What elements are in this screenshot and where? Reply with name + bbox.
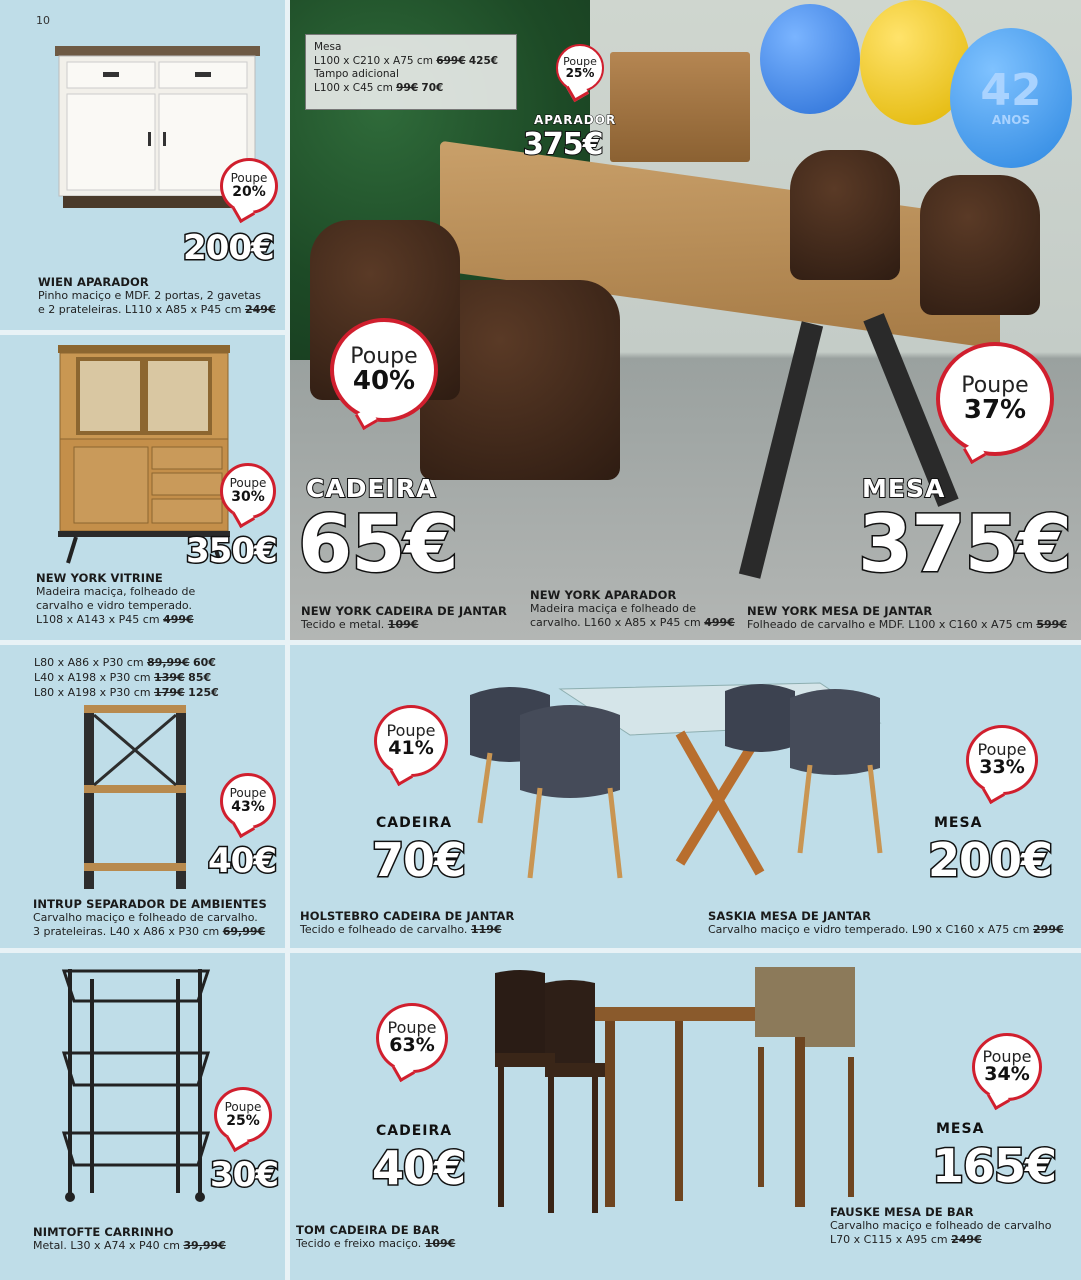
hero-chair-info — [301, 604, 531, 632]
fauske-old-price: 249€ — [951, 1233, 982, 1246]
saskia-panel — [290, 645, 1081, 948]
size3-old: 179€ — [154, 686, 185, 699]
table-label: MESA — [862, 474, 946, 503]
fauske-price: 165€ — [932, 1139, 1057, 1193]
hero-table-title: NEW YORK MESA DE JANTAR — [747, 604, 933, 618]
wien-save-bubble — [220, 158, 278, 214]
vitrine-old-price: 499€ — [163, 613, 194, 626]
hero-aparador-info — [530, 588, 750, 630]
save-percent: 37% — [963, 394, 1027, 425]
nimtofte-title: NIMTOFTE CARRINHO — [33, 1225, 174, 1239]
vitrine-info — [36, 571, 281, 627]
save-word: Poupe — [229, 786, 267, 801]
aparador-price: 375€ — [523, 127, 603, 162]
chair-label: CADEIRA — [306, 474, 437, 503]
save-word: Poupe — [977, 739, 1027, 759]
chair-price: 65€ — [298, 500, 458, 590]
vitrine-desc3: L108 x A143 x P45 cm — [36, 613, 160, 626]
nimtofte-info — [33, 1225, 283, 1253]
hero-table-infobox — [305, 34, 517, 110]
aparador-label: APARADOR — [534, 113, 617, 127]
saskia-label: MESA — [934, 815, 983, 831]
infobox-line3: Tampo adicional — [314, 68, 399, 80]
tom-save-bubble — [376, 1003, 448, 1073]
holstebro-price: 70€ — [372, 833, 466, 887]
fauske-panel — [290, 953, 1081, 1280]
table-price: 375€ — [858, 500, 1072, 590]
intrup-panel — [0, 645, 285, 948]
intrup-save-bubble — [220, 773, 276, 829]
fauske-desc2: L70 x C115 x A95 cm — [830, 1233, 948, 1246]
size3-new: 125€ — [188, 686, 219, 699]
aparador-save-bubble — [556, 44, 604, 92]
balloon-42-years — [950, 28, 1072, 168]
wien-title: WIEN APARADOR — [38, 275, 149, 289]
fauske-label: MESA — [936, 1121, 985, 1137]
nimtofte-panel — [0, 953, 285, 1280]
wien-price: 200€ — [183, 228, 274, 268]
hero-chair-old: 109€ — [387, 618, 419, 631]
saskia-info — [708, 909, 1078, 937]
tom-desc: Tecido e freixo maciço. — [296, 1237, 422, 1250]
holstebro-save-bubble — [374, 705, 448, 777]
hero-chair-title: NEW YORK CADEIRA DE JANTAR — [301, 604, 507, 618]
saskia-desc: Carvalho maciço e vidro temperado. L90 x C160 x A75 cm — [708, 923, 1030, 936]
nimtofte-trolley-image — [58, 965, 218, 1205]
hero-chair-desc: Tecido e metal. — [301, 618, 385, 631]
intrup-desc2: 3 prateleiras. L40 x A86 x P30 cm — [33, 925, 220, 938]
intrup-old-price: 69,99€ — [222, 925, 266, 938]
save-percent: 20% — [232, 183, 266, 200]
size1: L80 x A86 x P30 cm — [34, 656, 144, 669]
save-word: Poupe — [961, 372, 1029, 398]
save-word: Poupe — [387, 1017, 437, 1037]
fauske-info — [830, 1205, 1080, 1247]
save-percent: 25% — [226, 1112, 260, 1129]
save-percent: 33% — [979, 756, 1025, 779]
tom-old-price: 109€ — [424, 1237, 456, 1250]
size2-new: 85€ — [188, 671, 212, 684]
fauske-bar-image — [495, 967, 875, 1217]
size1-new: 60€ — [193, 656, 216, 669]
holstebro-desc: Tecido e folheado de carvalho. — [300, 923, 468, 936]
tom-title: TOM CADEIRA DE BAR — [296, 1223, 440, 1237]
save-percent: 25% — [565, 66, 595, 81]
save-percent: 40% — [352, 365, 416, 396]
wien-old-price: 249€ — [245, 303, 276, 316]
wien-panel — [0, 0, 285, 330]
save-word: Poupe — [230, 171, 268, 186]
holstebro-title: HOLSTEBRO CADEIRA DE JANTAR — [300, 909, 515, 923]
vitrine-save-bubble — [220, 463, 276, 519]
tom-price: 40€ — [372, 1141, 466, 1195]
nimtofte-old-price: 39,99€ — [183, 1239, 226, 1252]
saskia-title: SASKIA MESA DE JANTAR — [708, 909, 872, 923]
save-percent: 34% — [984, 1063, 1030, 1086]
balloon-number: 42 — [980, 65, 1042, 116]
saskia-dining-image — [460, 653, 920, 888]
size1-old: 89,99€ — [147, 656, 190, 669]
save-word: Poupe — [350, 343, 418, 369]
holstebro-old-price: 119€ — [470, 923, 502, 936]
wien-desc1: Pinho maciço e MDF. 2 portas, 2 gavetas — [38, 289, 262, 302]
save-word: Poupe — [229, 476, 267, 491]
nimtofte-price: 30€ — [210, 1155, 278, 1195]
holstebro-label: CADEIRA — [376, 815, 453, 831]
saskia-save-bubble — [966, 725, 1038, 795]
infobox-line4-old: 99€ — [396, 81, 419, 94]
save-percent: 30% — [231, 488, 265, 505]
nimtofte-save-bubble — [214, 1087, 272, 1143]
save-percent: 43% — [231, 798, 265, 815]
save-word: Poupe — [982, 1046, 1032, 1066]
save-percent: 41% — [388, 737, 434, 760]
hero-chair-image — [790, 150, 900, 280]
tom-info — [296, 1223, 556, 1251]
nimtofte-desc: Metal. L30 x A74 x P40 cm — [33, 1239, 180, 1252]
vitrine-price: 350€ — [186, 531, 277, 571]
hero-table-old: 599€ — [1036, 618, 1067, 631]
hero-aparador-old: 499€ — [704, 616, 735, 629]
tom-label: CADEIRA — [376, 1123, 453, 1139]
fauske-desc1: Carvalho maciço e folheado de carvalho — [830, 1219, 1052, 1232]
size2-old: 139€ — [154, 671, 185, 684]
save-percent: 63% — [389, 1034, 435, 1057]
intrup-price: 40€ — [208, 841, 276, 881]
infobox-line1: Mesa — [314, 41, 342, 53]
save-word: Poupe — [563, 54, 597, 68]
hero-sideboard-image — [610, 52, 750, 162]
vitrine-title: NEW YORK VITRINE — [36, 571, 163, 585]
hero-table-info — [747, 604, 1077, 632]
hero-aparador-desc1: Madeira maciça e folheado de — [530, 602, 697, 615]
fauske-save-bubble — [972, 1033, 1042, 1101]
size3: L80 x A198 x P30 cm — [34, 686, 151, 699]
hero-aparador-desc2: carvalho. L160 x A85 x P45 cm — [530, 616, 701, 629]
save-word: Poupe — [386, 720, 436, 740]
infobox-line4-new: 70€ — [421, 81, 444, 94]
intrup-title: INTRUP SEPARADOR DE AMBIENTES — [33, 897, 267, 911]
fauske-title: FAUSKE MESA DE BAR — [830, 1205, 974, 1219]
hero-table-desc: Folheado de carvalho e MDF. L100 x C160 x A75 cm — [747, 618, 1033, 631]
infobox-line2-old: 699€ — [436, 54, 466, 67]
saskia-price: 200€ — [928, 833, 1053, 887]
hero-chair-image — [920, 175, 1040, 315]
page-number: 10 — [36, 14, 50, 27]
holstebro-info — [300, 909, 560, 937]
chair-save-bubble — [330, 318, 438, 422]
vitrine-desc2: carvalho e vidro temperado. — [36, 599, 192, 612]
infobox-line4: L100 x C45 cm — [314, 81, 393, 94]
hero-aparador-title: NEW YORK APARADOR — [530, 588, 677, 602]
infobox-line2-new: 425€ — [468, 54, 499, 67]
intrup-shelf-image — [80, 701, 192, 893]
intrup-sizes — [34, 655, 219, 700]
balloon-blue — [760, 4, 860, 114]
table-save-bubble — [936, 342, 1054, 456]
intrup-info — [33, 897, 283, 939]
save-word: Poupe — [224, 1100, 262, 1115]
infobox-line2: L100 x C210 x A75 cm — [314, 54, 433, 67]
wien-info — [38, 275, 278, 317]
wien-desc2: e 2 prateleiras. L110 x A85 x P45 cm — [38, 303, 242, 316]
vitrine-panel — [0, 335, 285, 640]
intrup-desc1: Carvalho maciço e folheado de carvalho. — [33, 911, 258, 924]
balloon-years: ANOS — [991, 113, 1031, 127]
vitrine-desc1: Madeira maciça, folheado de — [36, 585, 196, 598]
saskia-old-price: 299€ — [1033, 923, 1064, 936]
size2: L40 x A198 x P30 cm — [34, 671, 151, 684]
